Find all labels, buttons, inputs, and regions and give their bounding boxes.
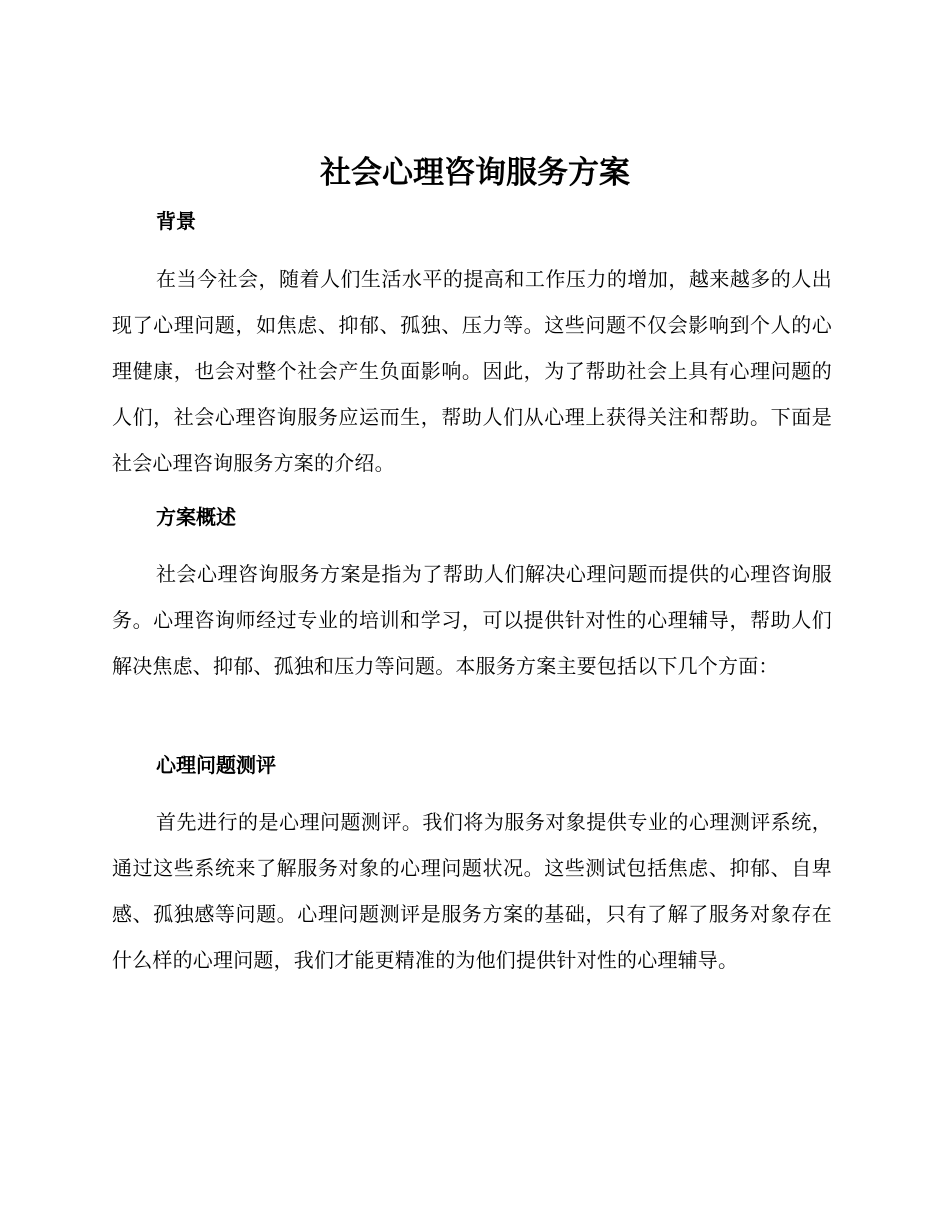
document-title: 社会心理咨询服务方案 bbox=[320, 155, 630, 191]
section-heading-assessment: 心理问题测评 bbox=[156, 753, 276, 777]
section-heading-background: 背景 bbox=[156, 209, 196, 233]
section-heading-overview: 方案概述 bbox=[156, 505, 236, 529]
section-body-background: 在当今社会，随着人们生活水平的提高和工作压力的增加，越来越多的人出现了心理问题，如焦虑、抑郁、孤独、压力等。这些问题不仅会影响到个人的心理健康，也会对整个社会产生负面影响。因此，为了帮助社会上具有心理问题的人们，社会心理咨询服务应运而生，帮助人们从心理上获得关注和帮助。下面是社会心理咨询服务方案的介绍。 bbox=[112, 267, 832, 475]
section-body-overview: 社会心理咨询服务方案是指为了帮助人们解决心理问题而提供的心理咨询服务。心理咨询师经过专业的培训和学习，可以提供针对性的心理辅导，帮助人们解决焦虑、抑郁、孤独和压力等问题。本服务方案主要包括以下几个方面： bbox=[112, 562, 832, 678]
section-body-assessment: 首先进行的是心理问题测评。我们将为服务对象提供专业的心理测评系统，通过这些系统来了解服务对象的心理问题状况。这些测试包括焦虑、抑郁、自卑感、孤独感等问题。心理问题测评是服务方案的基础，只有了解了服务对象存在什么样的心理问题，我们才能更精准的为他们提供针对性的心理辅导。 bbox=[112, 810, 832, 972]
